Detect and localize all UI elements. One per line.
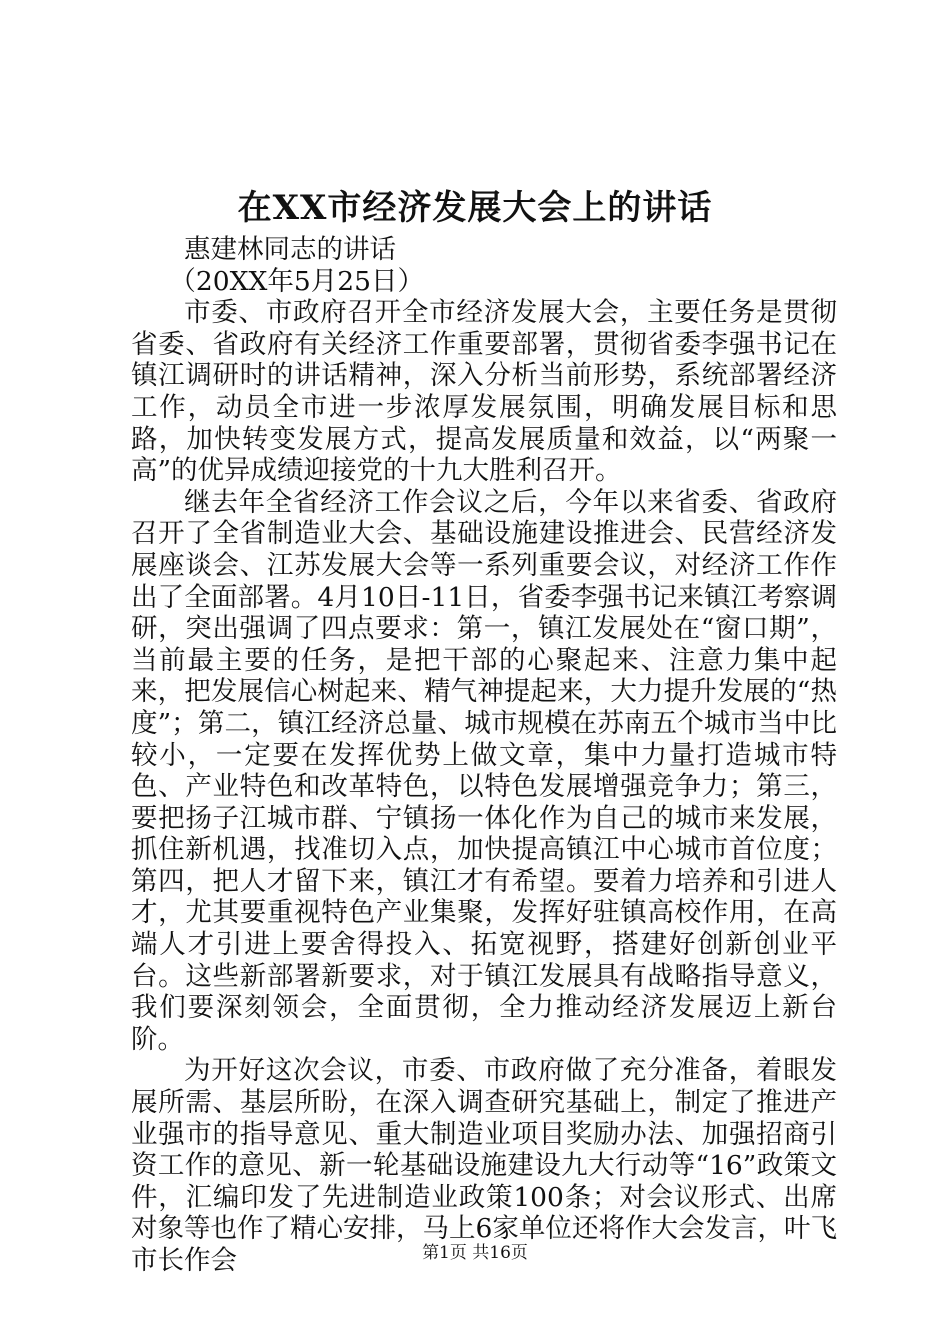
- paragraph-3: 为开好这次会议，市委、市政府做了充分准备，着眼发展所需、基层所盼，在深入调查研究基础上，制定了推进产业强市的指导意见、重大制造业项目奖励办法、加强招商引资工作的意见、新一轮基础设施建设九大行动等“16”政策文件，汇编印发了先进制造业政策100条；对会议形式、出席对象等也作了精心安排，马上6家单位还将作大会发言，叶飞市长作会: [131, 1055, 837, 1276]
- paragraph-1: 市委、市政府召开全市经济发展大会，主要任务是贯彻省委、省政府有关经济工作重要部署，贯彻省委李强书记在镇江调研时的讲话精神，深入分析当前形势，系统部署经济工作，动员全市进一步浓厚发展氛围，明确发展目标和思路，加快转变发展方式，提高发展质量和效益，以“两聚一高”的优异成绩迎接党的十九大胜利召开。: [131, 297, 837, 487]
- date-line: （20XX年5月25日）: [169, 265, 424, 297]
- page-footer: 第1页 共16页: [422, 1243, 528, 1263]
- document-title: 在XX市经济发展大会上的讲话: [237, 188, 713, 228]
- paragraph-2: 继去年全省经济工作会议之后，今年以来省委、省政府召开了全省制造业大会、基础设施建设推进会、民营经济发展座谈会、江苏发展大会等一系列重要会议，对经济工作作出了全面部署。4月10日-11日，省委李强书记来镇江考察调研，突出强调了四点要求：第一，镇江发展处在“窗口期”，当前最主要的任务，是把干部的心聚起来、注意力集中起来，把发展信心树起来、精气神提起来，大力提升发展的“热度”；第二，镇江经济总量、城市规模在苏南五个城市当中比较小，一定要在发挥优势上做文章，集中力量打造城市特色、产业特色和改革特色，以特色发展增强竞争力；第三，要把扬子江城市群、宁镇扬一体化作为自己的城市来发展，抓住新机遇，找准切入点，加快提高镇江中心城市首位度；第四，把人才留下来，镇江才有希望。要着力培养和引进人才，尤其要重视特色产业集聚，发挥好驻镇高校作用，在高端人才引进上要舍得投入、拓宽视野，搭建好创新创业平台。这些新部署新要求，对于镇江发展具有战略指导意义，我们要深刻领会，全面贯彻，全力推动经济发展迈上新台阶。: [131, 486, 837, 1055]
- speaker-line: 惠建林同志的讲话: [184, 234, 396, 265]
- document-body: [131, 234, 837, 1277]
